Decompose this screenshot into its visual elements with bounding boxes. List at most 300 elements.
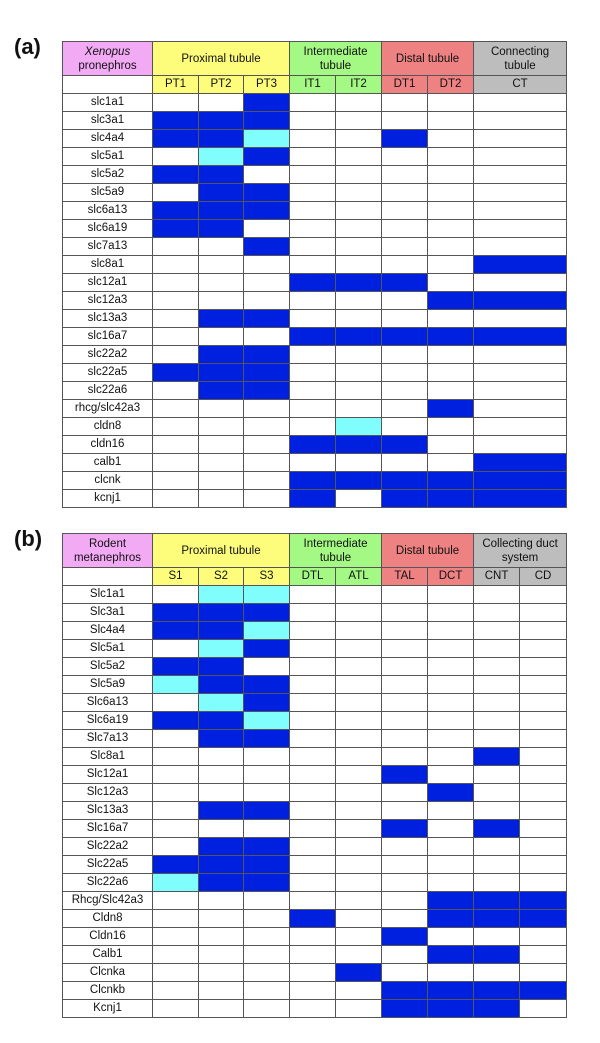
expression-cell-none (428, 256, 474, 274)
table-row (63, 694, 567, 712)
expression-cell-none (336, 400, 382, 418)
gene-name: slc8a1 (63, 256, 153, 274)
table-row (63, 112, 567, 130)
gene-name: slc22a5 (63, 364, 153, 382)
gene-name: Slc5a9 (63, 676, 153, 694)
table-row (63, 712, 567, 730)
expression-cell-none (428, 604, 474, 622)
table-row (63, 202, 567, 220)
expression-cell-strong (244, 346, 290, 364)
expression-cell-none (474, 658, 520, 676)
expression-cell-strong (199, 364, 244, 382)
gene-name: Slc5a1 (63, 640, 153, 658)
expression-cell-strong (199, 676, 244, 694)
expression-cell-none (244, 292, 290, 310)
expression-cell-none (153, 748, 199, 766)
expression-cell-strong (382, 130, 428, 148)
species-header (63, 42, 153, 76)
expression-cell-none (382, 148, 428, 166)
table-row (63, 730, 567, 748)
expression-cell-none (336, 94, 382, 112)
expression-cell-none (382, 658, 428, 676)
expression-cell-none (336, 586, 382, 604)
expression-cell-strong (290, 472, 336, 490)
expression-cell-strong (153, 130, 199, 148)
expression-cell-none (153, 820, 199, 838)
expression-cell-none (428, 202, 474, 220)
expression-cell-none (290, 712, 336, 730)
expression-cell-strong (290, 490, 336, 508)
expression-cell-none (382, 946, 428, 964)
expression-cell-strong (244, 112, 290, 130)
expression-cell-strong (153, 220, 199, 238)
expression-cell-none (153, 346, 199, 364)
expression-cell-strong (474, 946, 520, 964)
expression-cell-none (153, 640, 199, 658)
expression-cell-strong (428, 328, 474, 346)
expression-cell-none (336, 256, 382, 274)
gene-name: Slc1a1 (63, 586, 153, 604)
segment-header: PT1 (153, 76, 199, 94)
expression-cell-none (290, 238, 336, 256)
expression-cell-none (382, 184, 428, 202)
expression-cell-none (382, 910, 428, 928)
expression-cell-none (382, 802, 428, 820)
expression-cell-none (199, 418, 244, 436)
expression-cell-none (474, 310, 567, 328)
expression-cell-strong (199, 382, 244, 400)
expression-cell-none (199, 982, 244, 1000)
expression-cell-none (290, 640, 336, 658)
expression-cell-strong (244, 94, 290, 112)
expression-cell-none (428, 274, 474, 292)
expression-cell-none (290, 964, 336, 982)
table-row (63, 454, 567, 472)
table-row (63, 346, 567, 364)
expression-cell-none (382, 856, 428, 874)
expression-cell-none (382, 640, 428, 658)
expression-cell-none (382, 346, 428, 364)
expression-cell-strong (336, 964, 382, 982)
expression-cell-none (474, 604, 520, 622)
expression-cell-none (290, 94, 336, 112)
expression-cell-weak (199, 694, 244, 712)
expression-cell-strong (474, 910, 520, 928)
expression-cell-none (290, 310, 336, 328)
gene-name: kcnj1 (63, 490, 153, 508)
segment-header-row (63, 568, 567, 586)
expression-cell-none (336, 310, 382, 328)
expression-cell-none (336, 364, 382, 382)
expression-cell-none (474, 130, 567, 148)
expression-cell-none (336, 766, 382, 784)
gene-name: Calb1 (63, 946, 153, 964)
expression-cell-strong (199, 346, 244, 364)
gene-name: Slc12a1 (63, 766, 153, 784)
expression-cell-none (520, 838, 567, 856)
table-row (63, 292, 567, 310)
gene-name: slc5a9 (63, 184, 153, 202)
expression-cell-weak (153, 676, 199, 694)
expression-cell-none (474, 418, 567, 436)
segment-group-header: Intermediate tubule (290, 534, 382, 568)
expression-cell-strong (428, 982, 474, 1000)
expression-cell-none (428, 928, 474, 946)
expression-cell-weak (153, 874, 199, 892)
expression-cell-none (290, 622, 336, 640)
expression-cell-none (474, 274, 567, 292)
expression-cell-strong (336, 436, 382, 454)
expression-cell-none (428, 148, 474, 166)
segment-header: DT1 (382, 76, 428, 94)
table-row (63, 604, 567, 622)
expression-cell-strong (336, 328, 382, 346)
expression-cell-none (244, 472, 290, 490)
expression-cell-none (153, 946, 199, 964)
gene-name: Cldn8 (63, 910, 153, 928)
expression-cell-none (428, 676, 474, 694)
expression-cell-none (428, 802, 474, 820)
expression-cell-none (290, 676, 336, 694)
expression-cell-none (153, 94, 199, 112)
expression-cell-none (153, 784, 199, 802)
expression-cell-none (382, 586, 428, 604)
expression-cell-none (428, 586, 474, 604)
expression-cell-none (199, 946, 244, 964)
expression-cell-none (428, 856, 474, 874)
table-row (63, 310, 567, 328)
expression-cell-none (290, 766, 336, 784)
expression-cell-none (382, 694, 428, 712)
segment-header: CNT (474, 568, 520, 586)
expression-cell-none (428, 238, 474, 256)
expression-cell-none (382, 418, 428, 436)
segment-header: PT2 (199, 76, 244, 94)
gene-name: Clcnka (63, 964, 153, 982)
expression-cell-none (336, 712, 382, 730)
expression-cell-none (153, 730, 199, 748)
expression-cell-none (520, 604, 567, 622)
expression-cell-none (382, 892, 428, 910)
expression-cell-strong (382, 820, 428, 838)
expression-cell-none (153, 490, 199, 508)
expression-cell-none (336, 694, 382, 712)
gene-name: Clcnkb (63, 982, 153, 1000)
table-row (63, 148, 567, 166)
expression-cell-none (153, 256, 199, 274)
expression-cell-none (428, 964, 474, 982)
gene-name: slc5a2 (63, 166, 153, 184)
expression-cell-none (244, 436, 290, 454)
expression-cell-none (520, 1000, 567, 1018)
expression-cell-none (153, 766, 199, 784)
expression-cell-strong (382, 982, 428, 1000)
expression-cell-none (290, 346, 336, 364)
expression-cell-strong (244, 694, 290, 712)
expression-cell-none (290, 694, 336, 712)
table-row (63, 94, 567, 112)
expression-cell-none (428, 112, 474, 130)
expression-cell-none (520, 856, 567, 874)
expression-cell-none (428, 640, 474, 658)
expression-cell-strong (382, 436, 428, 454)
expression-cell-none (520, 964, 567, 982)
table-row (63, 820, 567, 838)
expression-cell-weak (244, 130, 290, 148)
expression-cell-none (153, 184, 199, 202)
gene-name: Rhcg/Slc42a3 (63, 892, 153, 910)
expression-cell-none (336, 220, 382, 238)
expression-cell-none (428, 658, 474, 676)
expression-cell-none (290, 418, 336, 436)
expression-cell-strong (199, 220, 244, 238)
gene-name: Slc22a6 (63, 874, 153, 892)
expression-cell-none (520, 766, 567, 784)
table-row (63, 892, 567, 910)
expression-cell-none (428, 748, 474, 766)
segment-group-header: Collecting duct system (474, 534, 567, 568)
expression-cell-strong (428, 784, 474, 802)
expression-cell-none (474, 964, 520, 982)
expression-cell-strong (244, 676, 290, 694)
table-row (63, 946, 567, 964)
expression-cell-strong (428, 490, 474, 508)
expression-cell-none (290, 982, 336, 1000)
expression-cell-none (520, 874, 567, 892)
segment-group-header: Distal tubule (382, 42, 474, 76)
species-header (63, 534, 153, 568)
expression-cell-none (474, 802, 520, 820)
expression-cell-none (290, 364, 336, 382)
expression-cell-strong (290, 274, 336, 292)
table-row (63, 766, 567, 784)
expression-cell-none (199, 94, 244, 112)
segment-group-header: Proximal tubule (153, 42, 290, 76)
expression-cell-none (290, 730, 336, 748)
table-row (63, 490, 567, 508)
expression-cell-none (520, 946, 567, 964)
expression-cell-strong (199, 838, 244, 856)
gene-name: Slc3a1 (63, 604, 153, 622)
expression-cell-none (428, 454, 474, 472)
expression-cell-none (153, 838, 199, 856)
expression-cell-none (428, 346, 474, 364)
expression-cell-strong (153, 622, 199, 640)
expression-cell-weak (199, 640, 244, 658)
expression-cell-strong (428, 1000, 474, 1018)
expression-cell-none (428, 820, 474, 838)
expression-cell-none (520, 694, 567, 712)
table-row (63, 418, 567, 436)
gene-name: Kcnj1 (63, 1000, 153, 1018)
expression-cell-none (474, 94, 567, 112)
expression-cell-none (290, 748, 336, 766)
expression-cell-none (474, 928, 520, 946)
table-row (63, 382, 567, 400)
table-row (63, 1000, 567, 1018)
expression-cell-none (336, 640, 382, 658)
table-row (63, 622, 567, 640)
gene-name: calb1 (63, 454, 153, 472)
expression-cell-none (520, 622, 567, 640)
expression-cell-none (290, 802, 336, 820)
expression-cell-none (336, 928, 382, 946)
expression-cell-none (336, 910, 382, 928)
expression-cell-none (290, 820, 336, 838)
expression-cell-none (428, 310, 474, 328)
expression-cell-none (520, 730, 567, 748)
expression-cell-none (520, 640, 567, 658)
expression-cell-none (244, 892, 290, 910)
expression-cell-none (244, 820, 290, 838)
expression-cell-none (474, 694, 520, 712)
expression-cell-none (474, 400, 567, 418)
expression-cell-none (336, 946, 382, 964)
expression-cell-none (428, 220, 474, 238)
expression-cell-none (290, 838, 336, 856)
expression-cell-none (290, 604, 336, 622)
expression-cell-strong (474, 454, 567, 472)
gene-name: slc16a7 (63, 328, 153, 346)
expression-cell-none (199, 964, 244, 982)
gene-name: Slc4a4 (63, 622, 153, 640)
expression-cell-none (290, 292, 336, 310)
expression-cell-none (336, 658, 382, 676)
expression-cell-none (520, 820, 567, 838)
expression-cell-strong (244, 874, 290, 892)
expression-cell-none (520, 928, 567, 946)
expression-cell-none (520, 712, 567, 730)
expression-cell-none (199, 910, 244, 928)
expression-cell-none (428, 184, 474, 202)
expression-cell-none (244, 1000, 290, 1018)
expression-cell-none (199, 892, 244, 910)
gene-name: Slc12a3 (63, 784, 153, 802)
gene-name: Slc6a13 (63, 694, 153, 712)
rodent-expression-table (62, 533, 567, 1018)
expression-cell-none (336, 730, 382, 748)
expression-cell-strong (244, 184, 290, 202)
expression-cell-strong (336, 274, 382, 292)
expression-cell-strong (474, 292, 567, 310)
expression-cell-strong (474, 1000, 520, 1018)
gene-name: cldn16 (63, 436, 153, 454)
expression-cell-none (153, 436, 199, 454)
expression-cell-strong (382, 928, 428, 946)
xenopus-expression-table (62, 41, 567, 508)
expression-cell-strong (290, 328, 336, 346)
expression-cell-strong (199, 112, 244, 130)
blank-header-cell (63, 568, 153, 586)
expression-cell-none (336, 166, 382, 184)
expression-cell-strong (382, 490, 428, 508)
expression-cell-none (382, 730, 428, 748)
expression-cell-strong (520, 910, 567, 928)
expression-cell-none (244, 220, 290, 238)
expression-cell-none (336, 604, 382, 622)
table-row (63, 400, 567, 418)
gene-name: clcnk (63, 472, 153, 490)
expression-cell-none (290, 946, 336, 964)
segment-header: DTL (290, 568, 336, 586)
expression-cell-none (153, 310, 199, 328)
expression-cell-weak (244, 712, 290, 730)
expression-cell-none (382, 676, 428, 694)
expression-cell-none (290, 586, 336, 604)
expression-cell-strong (153, 604, 199, 622)
expression-cell-none (336, 784, 382, 802)
expression-cell-none (474, 436, 567, 454)
segment-header: ATL (336, 568, 382, 586)
expression-cell-none (520, 802, 567, 820)
expression-cell-none (474, 730, 520, 748)
segment-header: IT2 (336, 76, 382, 94)
expression-cell-strong (153, 112, 199, 130)
table-row (63, 586, 567, 604)
expression-cell-none (336, 820, 382, 838)
expression-cell-strong (244, 730, 290, 748)
gene-name: slc6a13 (63, 202, 153, 220)
expression-cell-none (474, 640, 520, 658)
segment-group-header: Connecting tubule (474, 42, 567, 76)
expression-cell-strong (290, 436, 336, 454)
expression-cell-none (336, 622, 382, 640)
expression-cell-none (336, 238, 382, 256)
segment-header: S3 (244, 568, 290, 586)
expression-cell-strong (199, 658, 244, 676)
expression-cell-none (153, 982, 199, 1000)
gene-name: slc22a6 (63, 382, 153, 400)
gene-name: slc5a1 (63, 148, 153, 166)
expression-cell-none (382, 838, 428, 856)
gene-name: Slc7a13 (63, 730, 153, 748)
expression-cell-none (244, 784, 290, 802)
expression-cell-strong (244, 802, 290, 820)
expression-cell-none (336, 856, 382, 874)
expression-cell-strong (428, 400, 474, 418)
table-row (63, 910, 567, 928)
expression-cell-none (244, 982, 290, 1000)
expression-cell-none (382, 112, 428, 130)
expression-cell-none (290, 1000, 336, 1018)
expression-cell-strong (520, 982, 567, 1000)
gene-name: slc7a13 (63, 238, 153, 256)
expression-cell-none (428, 418, 474, 436)
expression-cell-strong (244, 838, 290, 856)
expression-cell-none (199, 400, 244, 418)
expression-cell-none (290, 220, 336, 238)
gene-name: slc4a4 (63, 130, 153, 148)
expression-cell-none (199, 436, 244, 454)
expression-cell-none (474, 856, 520, 874)
expression-cell-none (244, 274, 290, 292)
gene-name: slc3a1 (63, 112, 153, 130)
expression-cell-none (244, 490, 290, 508)
expression-cell-none (290, 184, 336, 202)
expression-cell-none (153, 400, 199, 418)
expression-cell-none (244, 418, 290, 436)
table-row (63, 658, 567, 676)
expression-cell-strong (199, 184, 244, 202)
expression-cell-strong (244, 640, 290, 658)
expression-cell-none (153, 382, 199, 400)
expression-cell-none (244, 766, 290, 784)
expression-cell-none (336, 148, 382, 166)
expression-cell-none (244, 946, 290, 964)
expression-cell-none (336, 184, 382, 202)
expression-cell-none (336, 892, 382, 910)
expression-cell-none (474, 166, 567, 184)
